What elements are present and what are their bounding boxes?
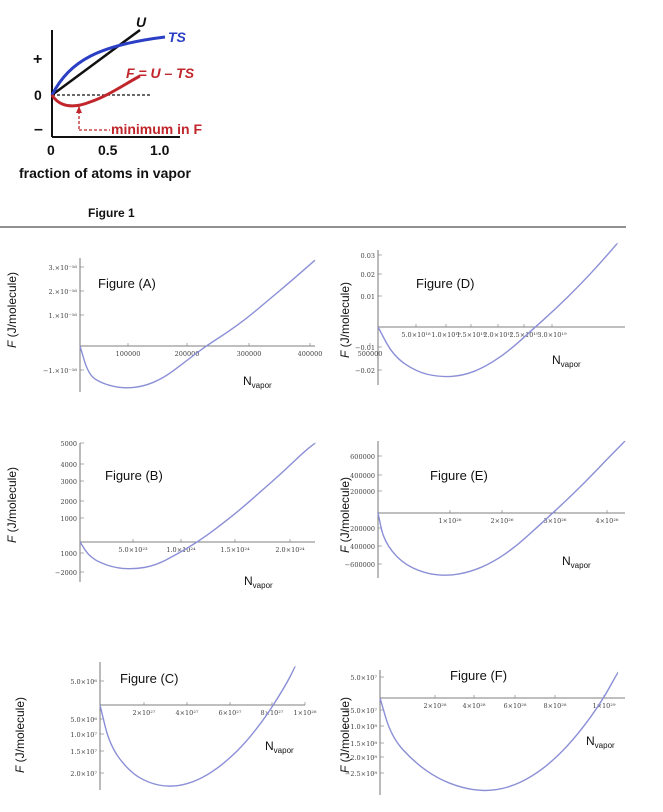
x-tick-label: 8×10²⁸ [543,702,567,710]
x-tick-label: 1.5×10¹⁹ [456,331,486,339]
x-tick-label: 5.0×10²³ [118,546,148,554]
y-tick-label: −2000 [55,569,77,577]
y-tick-label: 5.0×10⁶ [70,678,97,686]
y-tick-label: 3000 [60,478,77,486]
y-tick-label: 2.0×10⁷ [70,770,97,778]
x-tick-label: 4×10²⁸ [462,702,486,710]
y-tick-label: 2000 [60,498,77,506]
x-tick-label: 2.0×10²⁴ [275,546,305,554]
y-axis-label [338,697,352,773]
x-axis-label-main: N [243,374,252,388]
x-tick-label: 4×10²⁷ [175,709,199,717]
y-tick-label: −1.×10⁻¹⁶ [42,367,77,375]
x-tick-label: 200000 [174,350,200,358]
y-tick-label: 600000 [350,453,375,461]
panel-b [5,440,315,590]
y-tick-label: 0.03 [360,252,375,260]
y-tick-label: 4000 [60,461,77,469]
x-axis-label-sub: vapor [560,360,581,369]
y-tick-label: 0.01 [360,293,375,301]
x-tick-label: 100000 [115,350,141,358]
x-tick-label: 2×10²⁸ [423,702,447,710]
y-tick-label: 1.×10⁻¹⁶ [48,312,77,320]
figure-1-schematic [19,14,202,220]
x-tick-label: 8×10²⁷ [260,709,284,717]
x-axis-label-main: N [562,554,571,568]
y-tick-label: 5.0×10⁶ [70,716,97,724]
fig1-label-f: F = U – TS [126,65,195,81]
x-tick-label: 1×10²⁶ [438,517,462,525]
y-axis-label [5,272,19,348]
y-axis-label-unit: (J/molecule) [338,476,352,546]
x-tick-label: 4×10²⁶ [595,517,619,525]
fig1-y-minus: – [34,121,43,138]
fig1-label-ts: TS [168,29,186,45]
x-tick-label: 1.0×10¹⁹ [431,331,461,339]
y-axis-label [13,697,27,773]
y-axis-label-unit: (J/molecule) [338,281,352,351]
panel-a [5,258,382,392]
x-tick-label: 400000 [297,350,323,358]
y-tick-label: 1.0×10⁷ [70,731,97,739]
panel-d [338,243,625,385]
x-tick-label: 1×10²⁸ [293,709,317,717]
x-tick-label: 2×10²⁶ [490,517,514,525]
x-tick-label: 300000 [236,350,262,358]
y-tick-label: 2.×10⁻¹⁶ [48,288,77,296]
panel-title: Figure (E) [430,468,488,483]
y-axis-label-var: F [338,545,352,554]
y-tick-label: −2.5×10⁸ [344,770,377,778]
x-axis-label-sub: vapor [594,741,615,750]
fig1-x-tick-2: 1.0 [150,142,170,158]
y-tick-label: 3.×10⁻¹⁶ [48,264,77,272]
y-axis-label [338,282,352,358]
panel-title: Figure (F) [450,668,508,683]
x-tick-label: 1.0×10²⁴ [166,546,196,554]
fig1-x-tick-0: 0 [47,142,55,158]
series-line [378,243,617,376]
x-axis-label-sub: vapor [273,746,294,755]
x-tick-label: 6×10²⁷ [218,709,242,717]
y-axis-label-unit: (J/molecule) [5,271,19,341]
y-tick-label: −2.0×10⁸ [344,754,377,762]
y-tick-label: 0.02 [360,271,375,279]
x-tick-label: 2.5×10¹⁹ [509,331,539,339]
y-tick-label: −1.5×10⁸ [344,740,377,748]
y-axis-label-var: F [338,350,352,359]
x-axis-label-sub: vapor [570,561,591,570]
fig1-y-plus: + [33,51,43,68]
y-tick-label: 5000 [60,440,77,448]
x-axis-label-main: N [265,739,274,753]
x-axis-label [552,353,581,369]
x-tick-label: 1×10²⁹ [592,702,616,710]
x-tick-label: 500000 [357,350,383,358]
x-axis-label [562,554,591,570]
x-axis-label-sub: vapor [251,381,272,390]
y-axis-label [5,467,19,543]
y-tick-label: −1.0×10⁸ [344,723,377,731]
y-tick-label: 200000 [350,488,375,496]
panel-title: Figure (B) [105,468,163,483]
panel-title: Figure (D) [416,276,475,291]
panel-title: Figure (A) [98,276,156,291]
panel-grid [5,243,625,795]
x-axis-label [244,574,273,590]
x-tick-label: 3×10²⁶ [543,517,567,525]
y-axis-label-var: F [5,535,19,544]
y-tick-label: −0.02 [355,367,375,375]
x-tick-label: 5.0×10¹⁸ [401,331,431,339]
y-tick-label: 200000 [350,525,375,533]
y-axis-label-unit: (J/molecule) [5,466,19,536]
y-tick-label: 1000 [60,515,77,523]
y-tick-label: 400000 [350,472,375,480]
x-axis-label [243,374,272,390]
x-axis-label-main: N [586,734,595,748]
series-line [380,672,618,790]
x-tick-label: 3.0×10¹⁹ [537,331,567,339]
fig1-label-u: U [136,14,147,30]
y-tick-label: −600000 [344,561,375,569]
series-line [378,441,625,575]
x-axis-label [586,734,615,750]
fig1-caption: Figure 1 [88,206,135,220]
y-tick-label: 400000 [350,543,375,551]
y-tick-label: −0.01 [355,344,375,352]
y-tick-label: 1.5×10⁷ [70,748,97,756]
y-axis-label-var: F [5,340,19,349]
y-axis-label-unit: (J/molecule) [338,696,352,766]
fig1-x-tick-1: 0.5 [98,142,118,158]
x-axis-label-sub: vapor [252,581,273,590]
fig1-xlabel: fraction of atoms in vapor [19,165,191,181]
x-tick-label: 2×10²⁷ [132,709,156,717]
panel-title: Figure (C) [120,671,179,686]
y-tick-label: 1000 [60,550,77,558]
y-axis-label [338,477,352,553]
x-axis-label-main: N [244,574,253,588]
panel-c [13,662,317,790]
y-axis-label-var: F [338,765,352,774]
y-tick-label: −5.0×10⁷ [344,707,377,715]
x-axis-label [265,739,294,755]
y-tick-label: 5.0×10⁷ [350,674,377,682]
x-tick-label: 1.5×10²⁴ [220,546,250,554]
fig1-y-zero: 0 [34,87,42,103]
x-tick-label: 6×10²⁸ [503,702,527,710]
y-axis-label-var: F [13,765,27,774]
fig1-annotation-minimum: minimum in F [111,121,202,137]
x-tick-label: 2.0×10¹⁹ [483,331,513,339]
x-axis-label-main: N [552,353,561,367]
panel-f [338,668,625,795]
y-axis-label-unit: (J/molecule) [13,696,27,766]
panel-e [338,441,625,578]
